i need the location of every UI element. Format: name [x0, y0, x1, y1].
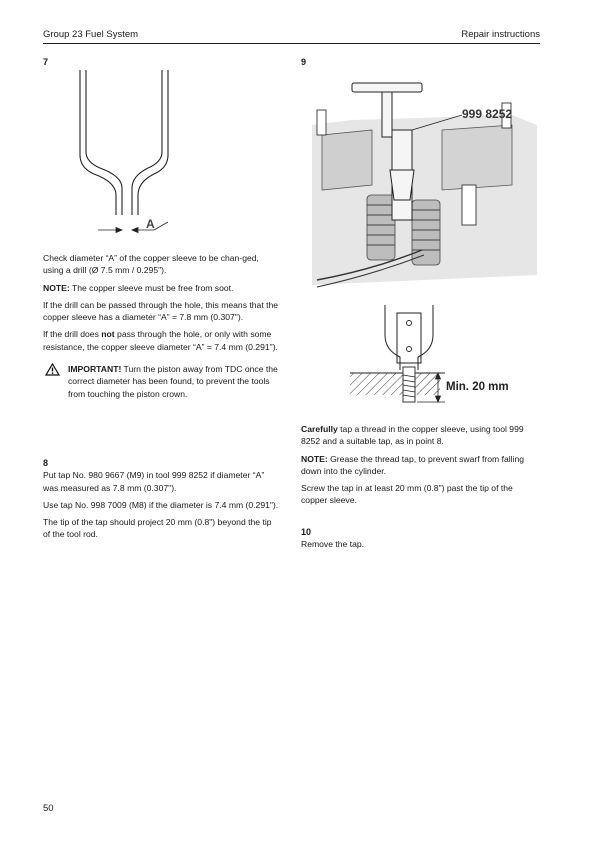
min-depth-label: Min. 20 mm [446, 381, 509, 393]
p4-part-a: If the drill does [43, 329, 102, 340]
step-10-text [301, 526, 541, 551]
step-7-paragraph-2 [43, 282, 281, 294]
step-9-p1-text: tap a thread in the copper sleeve, using tool 999 8252 and a suitable tap, as in point 8. [301, 424, 524, 447]
tool-number-label: 999 8252 [462, 107, 513, 121]
note-label-9: NOTE: [301, 453, 328, 464]
dimension-a-label: A [146, 217, 155, 231]
carefully-label: Carefully [301, 424, 338, 434]
step-7-paragraph-4 [43, 328, 281, 353]
important-text: Turn the piston away from TDC once the correct diameter has been found, to prevent the tools from touching the piston crown. [68, 364, 278, 399]
step-7-paragraph-3: If the drill can be passed through the hole, this means that the copper sleeve has a diameter “A” = 7.8 mm (0.307"). [43, 299, 279, 323]
step-7-text [43, 252, 281, 400]
important-notice [43, 363, 281, 400]
step-7-paragraph-1: Check diameter “A” of the copper sleeve to be chan-ged, using a drill (Ø 7.5 mm / 0.295"). [43, 253, 259, 276]
step-8-text [43, 457, 281, 546]
page-number: 50 [43, 803, 54, 814]
step-9-paragraph-1 [301, 423, 541, 448]
step-9-text [301, 423, 541, 512]
warning-triangle-icon [45, 363, 60, 376]
step-9-paragraph-2 [301, 453, 541, 478]
step-9-number: 9 [301, 57, 307, 67]
header-section-title: Group 23 Fuel System [43, 29, 139, 40]
step-10-paragraph-1: Remove the tap. [301, 539, 365, 550]
important-label: IMPORTANT! [68, 364, 122, 375]
p4-bold: not [101, 329, 115, 340]
step-9-paragraph-3: Screw the tap in at least 20 mm (0.8") past the tip of the copper sleeve. [301, 483, 513, 506]
step-8-paragraph-2: Use tap No. 998 7009 (M8) if the diameter is 7.4 mm (0.291"). [43, 499, 279, 510]
header-rule [43, 43, 540, 44]
header-document-type: Repair instructions [461, 29, 540, 40]
p4-part-b: pass through the hole, or only with some resistance, the copper sleeve diameter “A” = 7.4 mm (0.291"). [43, 329, 278, 352]
step-8-number: 8 [43, 458, 49, 468]
step-8-paragraph-3: The tip of the tap should project 20 mm (0.8") beyond the tip of the tool rod. [43, 517, 272, 540]
copper-sleeve-diagram [72, 70, 182, 240]
note-text: The copper sleeve must be free from soot. [69, 282, 234, 293]
step-10-number: 10 [301, 527, 312, 537]
step-7-number: 7 [43, 57, 49, 67]
step-9-p2-text: Grease the thread tap, to prevent swarf from falling down into the cylinder. [301, 453, 525, 476]
step-8-paragraph-1: Put tap No. 980 9667 (M9) in tool 999 8252 if diameter “A” was measured as 7.8 mm (0.307"). [43, 470, 265, 493]
note-label: NOTE: [43, 282, 70, 293]
tap-depth-diagram [345, 305, 495, 415]
